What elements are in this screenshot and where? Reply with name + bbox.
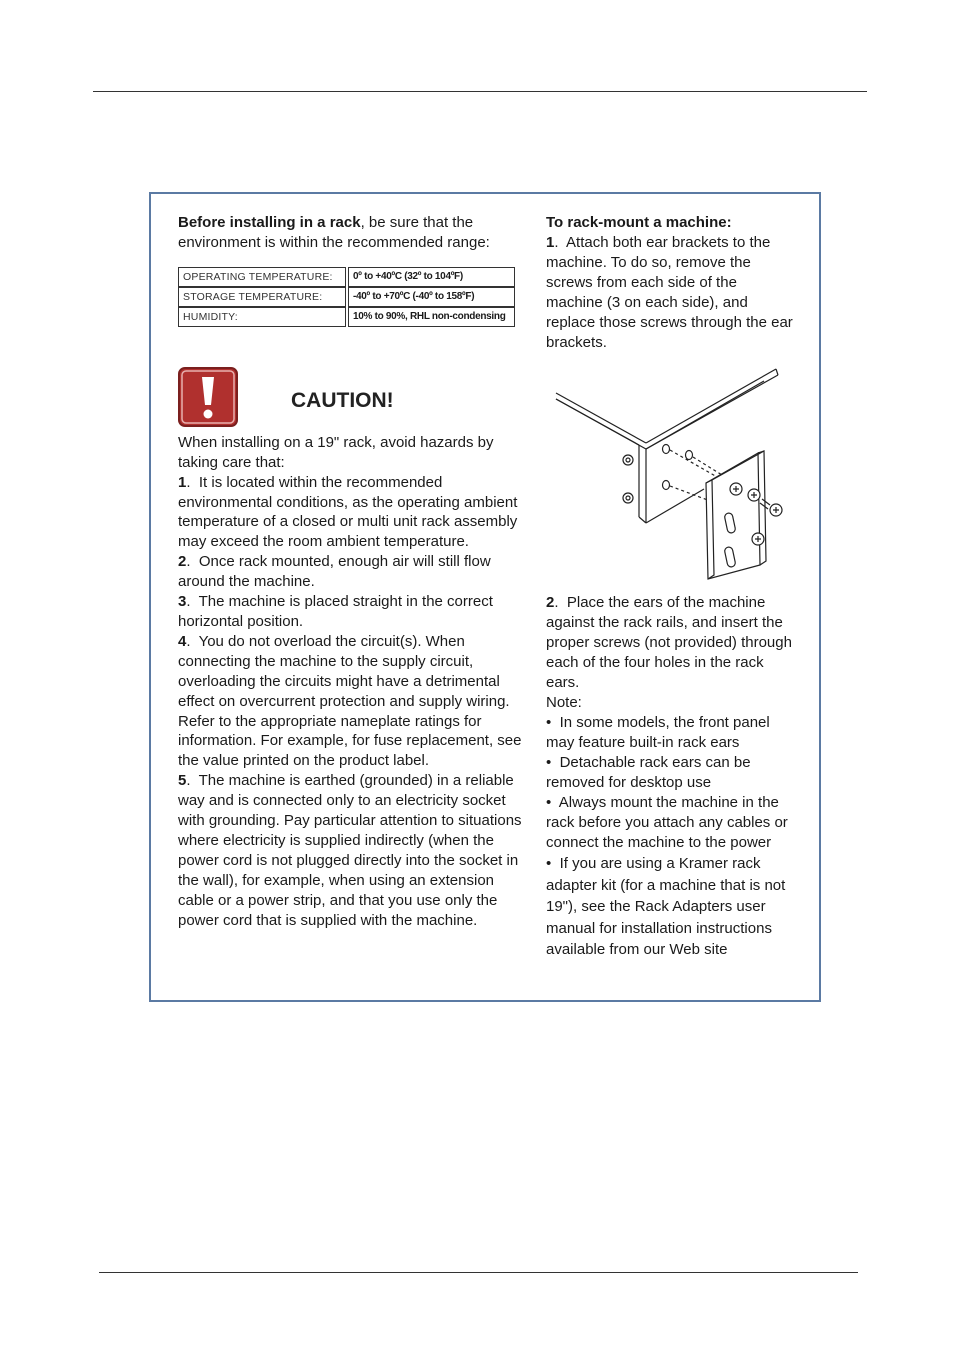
spec-value: 10% to 90%, RHL non-condensing bbox=[348, 307, 515, 327]
item-text: The machine is earthed (grounded) in a reliable way and is connected only to an electricity socket with grounding. Pay particular attention to situations where electricity is supplied indirectly (when the power cord is not plugged directly into the socket in the wall), for example, when using an extension cable or a power strip, and that you use only the power cord that is supplied with the machine. bbox=[178, 772, 522, 929]
environment-spec-table bbox=[176, 267, 517, 327]
header-rule bbox=[93, 91, 867, 92]
item-number: 4 bbox=[178, 632, 187, 650]
item-text: You do not overload the circuit(s). When connecting the machine to the supply circuit, overloading the circuits might have a detrimental effect on overcurrent protection and supply wiring. Refer to the appropriate nameplate ratings for information. For example, for fuse replacement, see the value printed on the product label. bbox=[178, 632, 522, 770]
item-number: 1 bbox=[178, 473, 187, 491]
spec-value: -40º to +70ºC (-40º to 158ºF) bbox=[348, 287, 515, 307]
spec-label: STORAGE TEMPERATURE: bbox=[178, 287, 346, 307]
item-text: It is located within the recommended environmental conditions, as the operating ambient temperature of a closed or multi unit rack assembly may exceed the room ambient temperature. bbox=[178, 473, 518, 551]
table-row bbox=[178, 307, 515, 327]
note-label: Note: bbox=[546, 694, 582, 711]
list-item: 3. The machine is placed straight in the correct horizontal position. bbox=[178, 593, 493, 630]
list-item: 4. You do not overload the circuit(s). When connecting the machine to the supply circuit, overloading the circuits might have a detrimental effect on overcurrent protection and supply wiring. Refer to the appropriate nameplate ratings for information. For example, for fuse replacement, see the value printed on the product label. bbox=[178, 632, 522, 770]
list-item: 1. It is located within the recommended environmental conditions, as the operating ambient temperature of a closed or multi unit rack assembly may exceed the room ambient temperature. bbox=[178, 473, 518, 551]
step-1: 1. Attach both ear brackets to the machine. To do so, remove the screws from each side of the machine (3 on each side), and replace those screws through the ear brackets. bbox=[546, 234, 793, 351]
item-number: 3 bbox=[178, 593, 187, 611]
spec-label: HUMIDITY: bbox=[178, 307, 346, 327]
spec-label: OPERATING TEMPERATURE: bbox=[178, 267, 346, 287]
spec-value: 0º to +40ºC (32º to 104ºF) bbox=[348, 267, 515, 287]
left-column bbox=[178, 213, 530, 930]
item-text: Once rack mounted, enough air will still flow around the machine. bbox=[178, 553, 491, 591]
list-item: 5. The machine is earthed (grounded) in a reliable way and is connected only to an electricity socket with grounding. Pay particular attention to situations where electricity is supplied indirectly (when the power cord is not plugged directly into the socket in the wall), for example, when using an extension cable or a power strip, and that you use only the power cord that is supplied with the machine. bbox=[178, 772, 522, 929]
item-text: The machine is placed straight in the correct horizontal position. bbox=[178, 593, 493, 630]
bullet-text: If you are using a Kramer rack adapter kit (for a machine that is not 19"), see the Rack Adapters user manual for installation instructions available from our Web site bbox=[546, 855, 786, 958]
list-item: • If you are using a Kramer rack adapter kit (for a machine that is not 19"), see the Rack Adapters user manual for installation instructions available from our Web site bbox=[546, 855, 786, 958]
exclamation-warning-icon bbox=[178, 367, 238, 427]
rack-mount-instructions-box bbox=[149, 192, 821, 1002]
step-text: Attach both ear brackets to the machine. To do so, remove the screws from each side of the machine (3 on each side), and replace those screws through the ear brackets. bbox=[546, 234, 793, 351]
last-bullet-block bbox=[546, 853, 796, 961]
list-item: • In some models, the front panel may feature built-in rack ears bbox=[546, 714, 770, 751]
rack-mount-heading: To rack-mount a machine: bbox=[546, 214, 732, 231]
bullet-text: In some models, the front panel may feature built-in rack ears bbox=[546, 714, 770, 751]
step-number: 1 bbox=[546, 234, 555, 251]
footer-rule bbox=[99, 1272, 858, 1273]
intro-rest: , be sure that the environment is within the recommended range: bbox=[178, 214, 490, 251]
bullet-text: Always mount the machine in the rack before you attach any cables or connect the machine to the power bbox=[546, 794, 788, 851]
step-text: Place the ears of the machine against the rack rails, and insert the proper screws (not provided) through each of the four holes in the rack ears. bbox=[546, 594, 792, 691]
intro-bold: Before installing in a rack bbox=[178, 214, 361, 231]
intro-text bbox=[178, 213, 530, 253]
caution-header bbox=[178, 367, 530, 429]
table-row bbox=[178, 267, 515, 287]
item-number: 5 bbox=[178, 772, 187, 790]
rack-ear-bracket-diagram bbox=[546, 365, 796, 583]
caution-intro: When installing on a 19" rack, avoid hazards by taking care that: bbox=[178, 433, 494, 471]
list-item: • Always mount the machine in the rack before you attach any cables or connect the machine to the power bbox=[546, 794, 788, 851]
table-row bbox=[178, 287, 515, 307]
caution-title: CAUTION! bbox=[291, 388, 394, 412]
item-number: 2 bbox=[178, 553, 187, 571]
list-item: 2. Once rack mounted, enough air will still flow around the machine. bbox=[178, 553, 491, 591]
bullet-text: Detachable rack ears can be removed for desktop use bbox=[546, 754, 751, 791]
step-2: 2. Place the ears of the machine against the rack rails, and insert the proper screws (not provided) through each of the four holes in the rack ears. bbox=[546, 594, 792, 691]
list-item: • Detachable rack ears can be removed for desktop use bbox=[546, 754, 751, 791]
step-number: 2 bbox=[546, 594, 555, 611]
right-column bbox=[546, 213, 796, 961]
